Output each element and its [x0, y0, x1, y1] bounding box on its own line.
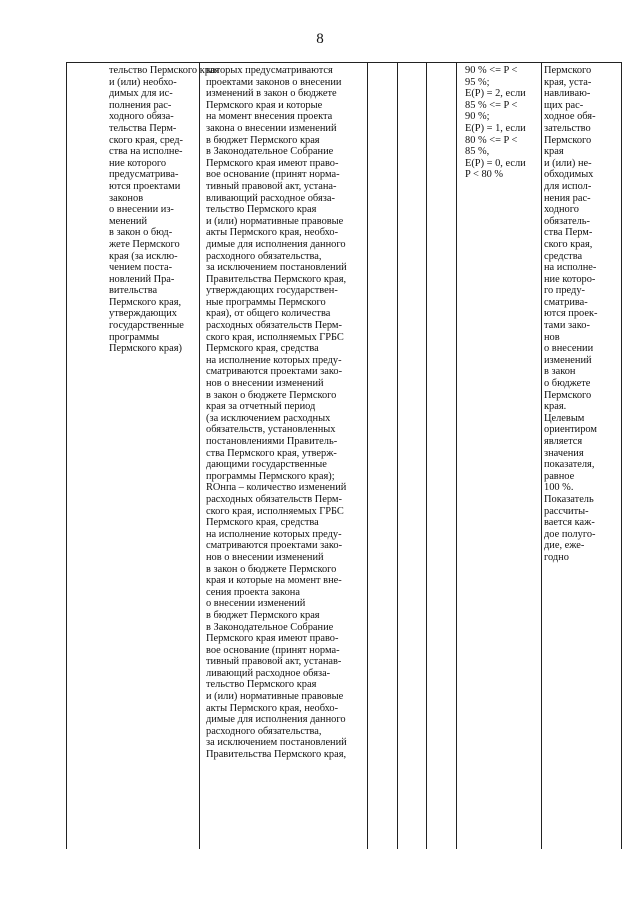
table-cell-notes [542, 63, 622, 850]
page-number: 8 [316, 31, 324, 47]
table-cell-formula [200, 63, 368, 850]
indicator-table [66, 62, 622, 849]
table-cell-criteria [67, 63, 220, 850]
table-cell-scoring [457, 63, 542, 850]
scoring-text: 90 % <= P < 95 %; E(P) = 2, если 85 % <= P < 90 %; E(P) = 1, если 80 % <= P < 85 %, E(P) = 0, если P < 80 % [465, 65, 526, 181]
criteria-text: тельство Пермского края и (или) необхо- димых для ис- полнения рас- ходного обяза- тельства Перм- ского края, сред- ства на исполне- ние которого предусматрива- ются проектами законов о внесении из- менений в закон о бюд- жете Пермского края (за исклю- чением поста- новлений Пра- вительства Пермского края, утверждающих государственные программы Пермского края) [109, 65, 220, 355]
table-cell-empty-1 [368, 63, 398, 850]
notes-text: Пермского края, уста- навливаю- щих рас- ходное обя- зательство Пермского края и (или) не- обходимых для испол- нения рас- ходного обязатель- ства Перм- ского края, средства на исполне- ние которо- го преду- сматрива- ются проек- тами зако- нов о внесении изменений в закон о бюджете Пермского края. Целевым ориентиром является значения показателя, равное 100 %. Показатель рассчиты- вается каж- дое полуго- дие, еже- годно [544, 65, 598, 563]
table-row [67, 63, 622, 850]
table-cell-empty-3 [427, 63, 457, 850]
table-cell-empty-2 [398, 63, 427, 850]
formula-text: которых предусматриваются проектами законов о внесении изменений в закон о бюджете Пермского края и которые на момент внесения проекта закона о внесении изменений в бюджет Пермского края в Законодательное Собрание Пермского края имеют право- вое основание (принят норма- тивный правовой акт, устана- вливающий расходное обяза- тельство Пермского края и (или) нормативные правовые акты Пермского края, необхо- димые для исполнения данного расходного обязательства, за исключением постановлений Правительства Пермского края, утверждающих государствен- ные программы Пермского края), от общего количества расходных обязательств Перм- ского края, исполняемых ГРБС Пермского края, средства на исполнение которых преду- сматриваются проектами зако- нов о внесении изменений в закон о бюджете Пермского края за отчетный период (за исключением расходных обязательств, установленных постановлениями Правитель- ства Пермского края, утверж- дающими государственные программы Пермского края); ROнпа – количество изменений расходных обязательств Перм- ского края, исполняемых ГРБС Пермского края, средства на исполнение которых преду- сматриваются проектами зако- нов о внесении изменений в закон о бюджете Пермского края и которые на момент вне- сения проекта закона о внесении изменений в бюджет Пермского края в Законодательное Собрание Пермского края имеют право- вое основание (принят норма- тивный правовой акт, устанав- ливающий расходное обяза- тельство Пермского края и (или) нормативные правовые акты Пермского края, необхо- димые для исполнения данного расходного обязательства, за исключением постановлений Правительства Пермского края, [206, 65, 347, 761]
